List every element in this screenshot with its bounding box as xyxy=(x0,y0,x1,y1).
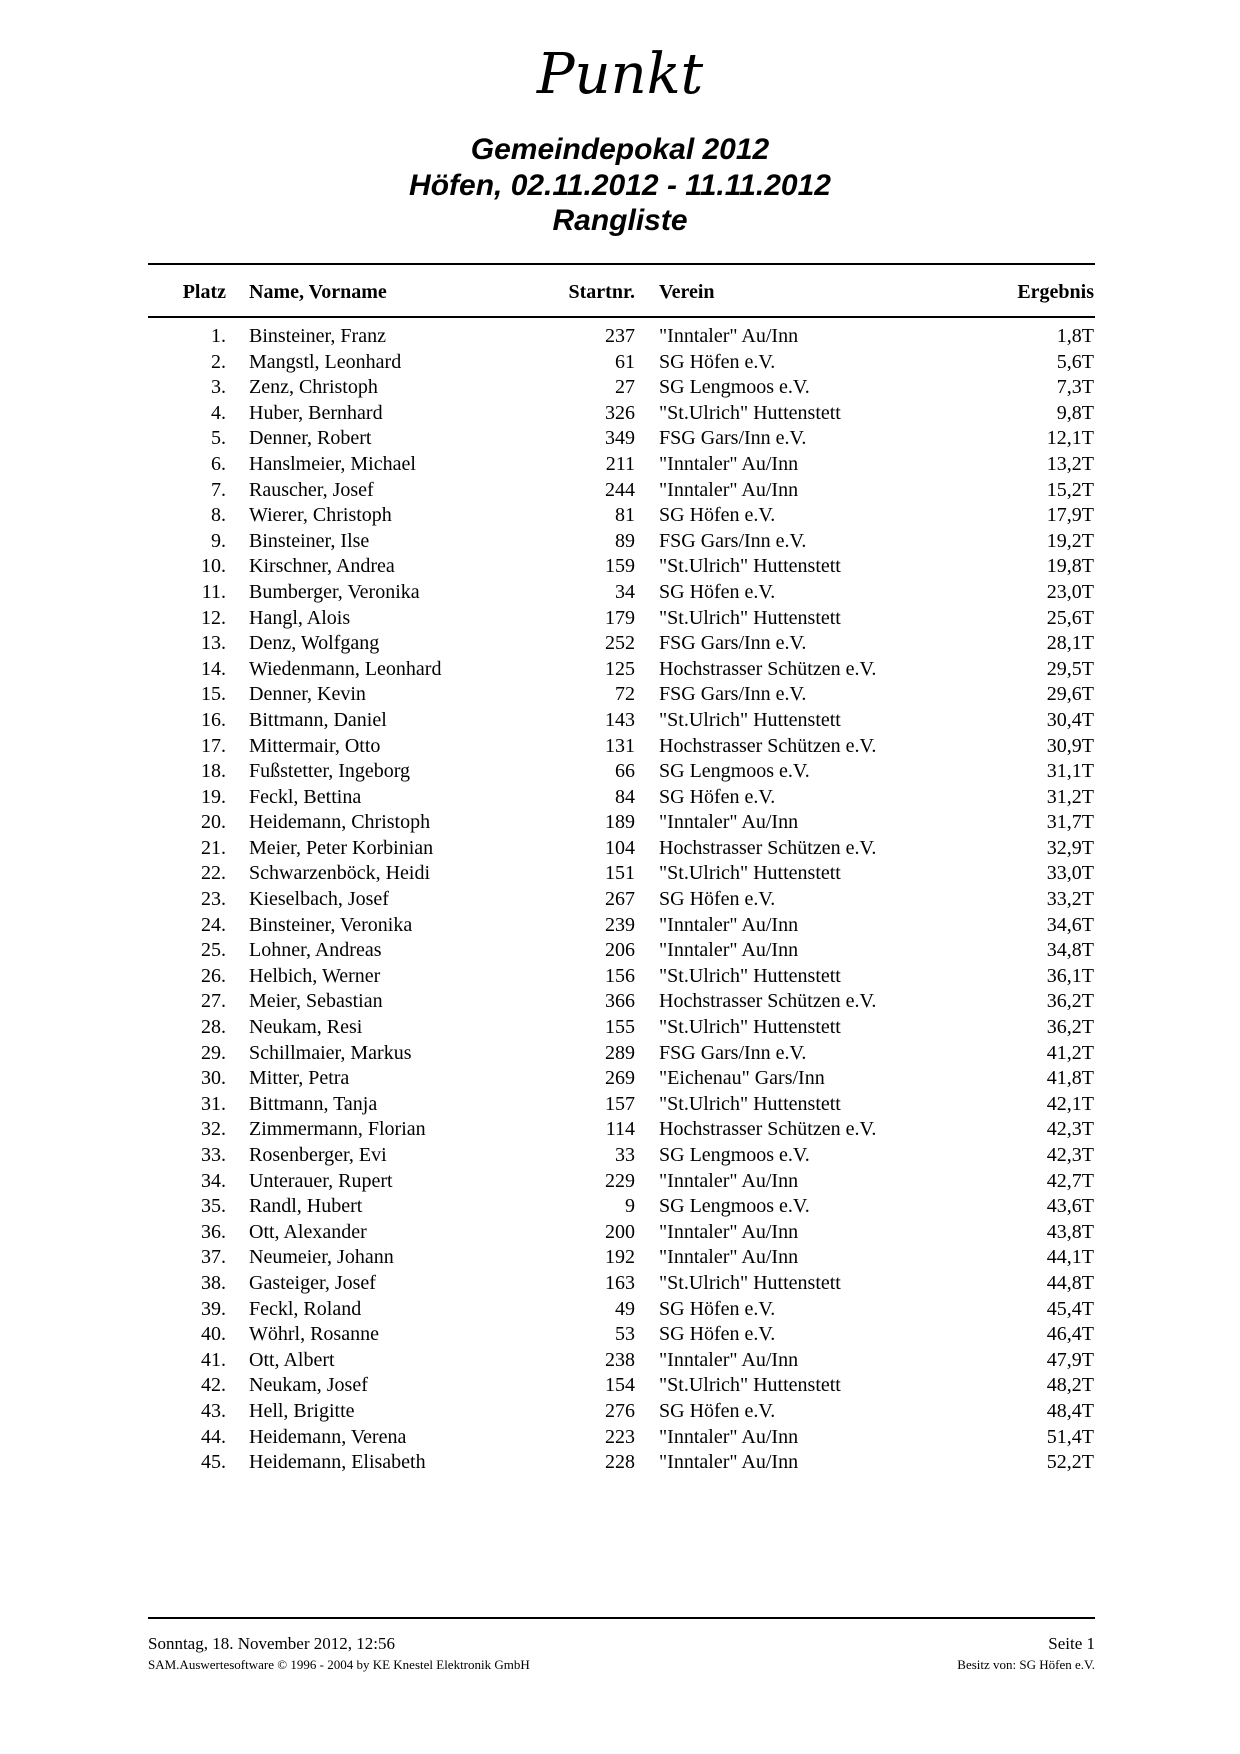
cell-name: Bittmann, Daniel xyxy=(249,708,387,731)
cell-verein: "St.Ulrich" Huttenstett xyxy=(659,1271,841,1294)
ranking-table-body xyxy=(0,324,1240,1476)
cell-ergebnis: 32,9T xyxy=(1046,836,1094,859)
cell-verein: "Inntaler" Au/Inn xyxy=(659,325,799,347)
table-row xyxy=(0,1143,1240,1169)
cell-startnr: 34 xyxy=(615,580,635,603)
cell-verein: "Inntaler" Au/Inn xyxy=(659,1169,799,1192)
cell-verein: FSG Gars/Inn e.V. xyxy=(659,529,807,552)
cell-ergebnis: 42,3T xyxy=(1046,1118,1094,1141)
cell-verein: SG Lengmoos e.V. xyxy=(659,376,810,399)
cell-name: Feckl, Bettina xyxy=(249,785,362,808)
cell-platz: 1. xyxy=(211,325,226,347)
cell-verein: "Inntaler" Au/Inn xyxy=(659,1348,799,1371)
cell-name: Denner, Robert xyxy=(249,427,372,450)
cell-platz: 41. xyxy=(201,1348,226,1371)
table-row xyxy=(0,708,1240,734)
cell-ergebnis: 9,8T xyxy=(1056,401,1094,424)
cell-name: Unterauer, Rupert xyxy=(249,1169,393,1192)
cell-name: Wierer, Christoph xyxy=(249,504,392,527)
cell-name: Schillmaier, Markus xyxy=(249,1041,412,1064)
table-row xyxy=(0,887,1240,913)
cell-startnr: 81 xyxy=(615,504,635,527)
cell-startnr: 289 xyxy=(605,1041,635,1064)
column-header-verein: Verein xyxy=(659,281,715,303)
table-header-rule xyxy=(148,316,1095,318)
cell-platz: 27. xyxy=(201,990,226,1013)
cell-verein: FSG Gars/Inn e.V. xyxy=(659,683,807,706)
table-row xyxy=(0,810,1240,836)
cell-ergebnis: 31,2T xyxy=(1046,785,1094,808)
table-row xyxy=(0,478,1240,504)
cell-name: Hanslmeier, Michael xyxy=(249,452,416,475)
cell-name: Kieselbach, Josef xyxy=(249,888,389,911)
cell-startnr: 151 xyxy=(605,862,635,885)
cell-name: Bumberger, Veronika xyxy=(249,580,420,603)
list-title: Rangliste xyxy=(552,204,688,237)
cell-platz: 25. xyxy=(201,939,226,962)
cell-platz: 24. xyxy=(201,913,226,936)
cell-platz: 42. xyxy=(201,1374,226,1397)
cell-startnr: 156 xyxy=(605,964,635,987)
cell-startnr: 155 xyxy=(605,1016,635,1039)
competition-title: Gemeindepokal 2012 xyxy=(470,133,770,166)
cell-platz: 3. xyxy=(211,376,226,399)
cell-ergebnis: 23,0T xyxy=(1046,580,1094,603)
cell-verein: Hochstrasser Schützen e.V. xyxy=(659,657,877,680)
footer-line-2 xyxy=(148,1656,1095,1674)
cell-name: Zimmermann, Florian xyxy=(249,1118,426,1141)
cell-verein: SG Höfen e.V. xyxy=(659,350,776,373)
cell-verein: "Inntaler" Au/Inn xyxy=(659,1246,799,1269)
table-row xyxy=(0,375,1240,401)
column-header-ergebnis: Ergebnis xyxy=(1017,281,1094,303)
owner-note: Besitz von: SG Höfen e.V. xyxy=(957,1657,1095,1672)
cell-verein: SG Lengmoos e.V. xyxy=(659,760,810,783)
cell-startnr: 267 xyxy=(605,888,635,911)
cell-ergebnis: 45,4T xyxy=(1046,1297,1094,1320)
cell-ergebnis: 31,1T xyxy=(1046,760,1094,783)
cell-startnr: 200 xyxy=(605,1220,635,1243)
cell-name: Wiedenmann, Leonhard xyxy=(249,657,442,680)
cell-verein: "Inntaler" Au/Inn xyxy=(659,811,799,834)
cell-ergebnis: 29,5T xyxy=(1046,657,1094,680)
cell-startnr: 33 xyxy=(615,1144,635,1166)
cell-platz: 21. xyxy=(201,836,226,859)
table-row xyxy=(0,1322,1240,1348)
cell-name: Neukam, Resi xyxy=(249,1016,363,1039)
table-row xyxy=(0,657,1240,683)
table-row xyxy=(0,861,1240,887)
cell-platz: 40. xyxy=(201,1323,226,1346)
cell-startnr: 84 xyxy=(615,785,635,808)
cell-ergebnis: 44,1T xyxy=(1046,1246,1094,1269)
cell-ergebnis: 19,8T xyxy=(1046,555,1094,578)
cell-startnr: 49 xyxy=(615,1297,635,1320)
cell-platz: 5. xyxy=(211,427,226,450)
cell-verein: "Inntaler" Au/Inn xyxy=(659,1425,799,1448)
cell-verein: Hochstrasser Schützen e.V. xyxy=(659,1118,877,1141)
cell-startnr: 192 xyxy=(605,1246,635,1269)
cell-verein: "St.Ulrich" Huttenstett xyxy=(659,555,841,578)
cell-verein: "St.Ulrich" Huttenstett xyxy=(659,862,841,885)
cell-startnr: 229 xyxy=(605,1169,635,1192)
cell-startnr: 211 xyxy=(605,452,635,475)
cell-name: Randl, Hubert xyxy=(249,1195,363,1218)
cell-verein: Hochstrasser Schützen e.V. xyxy=(659,990,877,1013)
cell-platz: 15. xyxy=(201,683,226,706)
page-number: Seite 1 xyxy=(1048,1634,1095,1653)
cell-platz: 34. xyxy=(201,1169,226,1192)
cell-ergebnis: 15,2T xyxy=(1046,478,1094,501)
cell-ergebnis: 43,8T xyxy=(1046,1220,1094,1243)
cell-startnr: 125 xyxy=(605,657,635,680)
table-row xyxy=(0,1066,1240,1092)
table-row xyxy=(0,606,1240,632)
cell-name: Hell, Brigitte xyxy=(249,1399,355,1422)
cell-startnr: 143 xyxy=(605,708,635,731)
cell-verein: "St.Ulrich" Huttenstett xyxy=(659,606,841,629)
cell-name: Helbich, Werner xyxy=(249,964,381,987)
table-row xyxy=(0,1373,1240,1399)
cell-platz: 23. xyxy=(201,888,226,911)
table-row xyxy=(0,1297,1240,1323)
cell-platz: 22. xyxy=(201,862,226,885)
cell-ergebnis: 30,4T xyxy=(1046,708,1094,731)
cell-name: Denz, Wolfgang xyxy=(249,632,380,655)
table-row xyxy=(0,1092,1240,1118)
table-row xyxy=(0,426,1240,452)
cell-name: Heidemann, Verena xyxy=(249,1425,407,1448)
cell-verein: Hochstrasser Schützen e.V. xyxy=(659,734,877,757)
cell-platz: 18. xyxy=(201,760,226,783)
cell-name: Neumeier, Johann xyxy=(249,1246,394,1269)
table-row xyxy=(0,759,1240,785)
cell-name: Heidemann, Christoph xyxy=(249,811,431,834)
cell-startnr: 131 xyxy=(605,734,635,757)
cell-verein: "St.Ulrich" Huttenstett xyxy=(659,401,841,424)
cell-ergebnis: 36,1T xyxy=(1046,964,1094,987)
cell-name: Binsteiner, Veronika xyxy=(249,913,413,936)
cell-verein: SG Lengmoos e.V. xyxy=(659,1195,810,1218)
cell-platz: 28. xyxy=(201,1016,226,1039)
cell-name: Mittermair, Otto xyxy=(249,734,381,757)
table-row xyxy=(0,1425,1240,1451)
cell-verein: "St.Ulrich" Huttenstett xyxy=(659,1374,841,1397)
cell-startnr: 61 xyxy=(615,350,635,373)
cell-platz: 38. xyxy=(201,1271,226,1294)
cell-ergebnis: 19,2T xyxy=(1046,529,1094,552)
cell-ergebnis: 34,6T xyxy=(1046,913,1094,936)
cell-platz: 8. xyxy=(211,504,226,527)
cell-platz: 45. xyxy=(201,1451,226,1474)
table-row xyxy=(0,1169,1240,1195)
table-row xyxy=(0,452,1240,478)
cell-ergebnis: 12,1T xyxy=(1046,427,1094,450)
footer-rule xyxy=(148,1617,1095,1619)
cell-ergebnis: 41,8T xyxy=(1046,1067,1094,1090)
table-row xyxy=(0,964,1240,990)
cell-platz: 2. xyxy=(211,350,226,373)
cell-ergebnis: 36,2T xyxy=(1046,990,1094,1013)
cell-startnr: 349 xyxy=(605,427,635,450)
cell-name: Neukam, Josef xyxy=(249,1374,368,1397)
cell-ergebnis: 48,4T xyxy=(1046,1399,1094,1422)
software-credit: SAM.Auswertesoftware © 1996 - 2004 by KE Knestel Elektronik GmbH xyxy=(148,1657,530,1672)
cell-platz: 36. xyxy=(201,1220,226,1243)
cell-verein: "St.Ulrich" Huttenstett xyxy=(659,964,841,987)
cell-ergebnis: 33,2T xyxy=(1046,888,1094,911)
cell-startnr: 27 xyxy=(615,376,635,399)
cell-platz: 33. xyxy=(201,1144,226,1166)
cell-ergebnis: 48,2T xyxy=(1046,1374,1094,1397)
table-row xyxy=(0,682,1240,708)
cell-platz: 12. xyxy=(201,606,226,629)
cell-startnr: 244 xyxy=(605,478,635,501)
cell-verein: SG Höfen e.V. xyxy=(659,1323,776,1346)
cell-verein: "Inntaler" Au/Inn xyxy=(659,939,799,962)
print-date: Sonntag, 18. November 2012, 12:56 xyxy=(148,1634,395,1653)
cell-name: Rauscher, Josef xyxy=(249,478,374,501)
cell-ergebnis: 46,4T xyxy=(1046,1323,1094,1346)
cell-name: Wöhrl, Rosanne xyxy=(249,1323,379,1346)
table-row xyxy=(0,1399,1240,1425)
table-row xyxy=(0,1015,1240,1041)
cell-name: Heidemann, Elisabeth xyxy=(249,1451,426,1474)
cell-startnr: 179 xyxy=(605,606,635,629)
cell-startnr: 89 xyxy=(615,529,635,552)
cell-startnr: 66 xyxy=(615,760,635,783)
cell-verein: SG Höfen e.V. xyxy=(659,785,776,808)
cell-platz: 30. xyxy=(201,1067,226,1090)
cell-platz: 37. xyxy=(201,1246,226,1269)
table-row xyxy=(0,785,1240,811)
cell-startnr: 326 xyxy=(605,401,635,424)
cell-ergebnis: 33,0T xyxy=(1046,862,1094,885)
cell-name: Mangstl, Leonhard xyxy=(249,350,402,373)
table-row xyxy=(0,938,1240,964)
cell-name: Hangl, Alois xyxy=(249,606,351,629)
table-row xyxy=(0,1245,1240,1271)
cell-startnr: 53 xyxy=(615,1323,635,1346)
cell-startnr: 239 xyxy=(605,913,635,936)
footer-line-1 xyxy=(148,1633,1095,1655)
table-row xyxy=(0,324,1240,350)
cell-startnr: 114 xyxy=(605,1118,635,1141)
cell-ergebnis: 30,9T xyxy=(1046,734,1094,757)
cell-platz: 16. xyxy=(201,708,226,731)
cell-ergebnis: 34,8T xyxy=(1046,939,1094,962)
cell-name: Binsteiner, Ilse xyxy=(249,529,370,552)
cell-ergebnis: 13,2T xyxy=(1046,452,1094,475)
cell-verein: "St.Ulrich" Huttenstett xyxy=(659,1092,841,1115)
cell-startnr: 159 xyxy=(605,555,635,578)
cell-platz: 32. xyxy=(201,1118,226,1141)
table-row xyxy=(0,529,1240,555)
location-date-range: Höfen, 02.11.2012 - 11.11.2012 xyxy=(409,169,831,202)
cell-platz: 17. xyxy=(201,734,226,757)
cell-name: Meier, Peter Korbinian xyxy=(249,836,434,859)
cell-startnr: 154 xyxy=(605,1374,635,1397)
table-row xyxy=(0,503,1240,529)
cell-name: Ott, Albert xyxy=(249,1348,335,1371)
cell-verein: SG Höfen e.V. xyxy=(659,580,776,603)
cell-platz: 7. xyxy=(211,478,226,501)
cell-platz: 35. xyxy=(201,1195,226,1218)
cell-platz: 19. xyxy=(201,785,226,808)
cell-platz: 43. xyxy=(201,1399,226,1422)
cell-ergebnis: 42,1T xyxy=(1046,1092,1094,1115)
table-row xyxy=(0,401,1240,427)
table-row xyxy=(0,1450,1240,1476)
cell-verein: SG Höfen e.V. xyxy=(659,1297,776,1320)
cell-name: Zenz, Christoph xyxy=(249,376,378,399)
table-row xyxy=(0,989,1240,1015)
cell-startnr: 157 xyxy=(605,1092,635,1115)
cell-name: Lohner, Andreas xyxy=(249,939,382,962)
cell-verein: SG Lengmoos e.V. xyxy=(659,1144,810,1166)
cell-ergebnis: 5,6T xyxy=(1056,350,1094,373)
cell-startnr: 104 xyxy=(605,836,635,859)
table-row xyxy=(0,734,1240,760)
cell-name: Gasteiger, Josef xyxy=(249,1271,376,1294)
cell-startnr: 252 xyxy=(605,632,635,655)
cell-verein: SG Höfen e.V. xyxy=(659,504,776,527)
cell-verein: SG Höfen e.V. xyxy=(659,1399,776,1422)
cell-verein: Hochstrasser Schützen e.V. xyxy=(659,836,877,859)
cell-ergebnis: 47,9T xyxy=(1046,1348,1094,1371)
cell-name: Rosenberger, Evi xyxy=(249,1144,387,1166)
table-row xyxy=(0,1348,1240,1374)
cell-ergebnis: 44,8T xyxy=(1046,1271,1094,1294)
cell-platz: 13. xyxy=(201,632,226,655)
cell-ergebnis: 17,9T xyxy=(1046,504,1094,527)
cell-ergebnis: 42,7T xyxy=(1046,1169,1094,1192)
cell-verein: "St.Ulrich" Huttenstett xyxy=(659,708,841,731)
cell-verein: SG Höfen e.V. xyxy=(659,888,776,911)
table-header-row xyxy=(0,277,1240,307)
cell-verein: "Inntaler" Au/Inn xyxy=(659,452,799,475)
cell-ergebnis: 43,6T xyxy=(1046,1195,1094,1218)
table-row xyxy=(0,1194,1240,1220)
punkt-heading: Punkt xyxy=(536,42,704,107)
table-row xyxy=(0,350,1240,376)
cell-platz: 9. xyxy=(211,529,226,552)
cell-startnr: 9 xyxy=(625,1195,635,1218)
cell-name: Ott, Alexander xyxy=(249,1220,367,1243)
cell-verein: "Inntaler" Au/Inn xyxy=(659,913,799,936)
cell-startnr: 223 xyxy=(605,1425,635,1448)
cell-ergebnis: 7,3T xyxy=(1056,376,1094,399)
cell-platz: 20. xyxy=(201,811,226,834)
column-header-startnr: Startnr. xyxy=(568,281,635,303)
table-row xyxy=(0,580,1240,606)
cell-name: Huber, Bernhard xyxy=(249,401,383,424)
cell-verein: "Inntaler" Au/Inn xyxy=(659,478,799,501)
cell-ergebnis: 28,1T xyxy=(1046,632,1094,655)
cell-verein: FSG Gars/Inn e.V. xyxy=(659,632,807,655)
cell-verein: "St.Ulrich" Huttenstett xyxy=(659,1016,841,1039)
cell-ergebnis: 41,2T xyxy=(1046,1041,1094,1064)
cell-platz: 26. xyxy=(201,964,226,987)
cell-platz: 31. xyxy=(201,1092,226,1115)
cell-verein: FSG Gars/Inn e.V. xyxy=(659,427,807,450)
cell-ergebnis: 25,6T xyxy=(1046,606,1094,629)
cell-startnr: 276 xyxy=(605,1399,635,1422)
cell-platz: 11. xyxy=(201,580,226,603)
cell-name: Mitter, Petra xyxy=(249,1067,350,1090)
column-header-platz: Platz xyxy=(182,281,226,303)
cell-platz: 6. xyxy=(211,452,226,475)
cell-ergebnis: 52,2T xyxy=(1046,1451,1094,1474)
cell-ergebnis: 36,2T xyxy=(1046,1016,1094,1039)
table-row xyxy=(0,1220,1240,1246)
column-header-name: Name, Vorname xyxy=(249,281,387,303)
cell-name: Kirschner, Andrea xyxy=(249,555,395,578)
cell-startnr: 72 xyxy=(615,683,635,706)
cell-ergebnis: 31,7T xyxy=(1046,811,1094,834)
cell-startnr: 189 xyxy=(605,811,635,834)
cell-name: Fußstetter, Ingeborg xyxy=(249,760,411,783)
cell-startnr: 163 xyxy=(605,1271,635,1294)
cell-platz: 10. xyxy=(201,555,226,578)
cell-name: Binsteiner, Franz xyxy=(249,325,386,347)
table-top-rule xyxy=(148,263,1095,265)
cell-verein: FSG Gars/Inn e.V. xyxy=(659,1041,807,1064)
table-row xyxy=(0,836,1240,862)
table-row xyxy=(0,913,1240,939)
cell-startnr: 238 xyxy=(605,1348,635,1371)
cell-ergebnis: 29,6T xyxy=(1046,683,1094,706)
cell-name: Bittmann, Tanja xyxy=(249,1092,378,1115)
cell-startnr: 206 xyxy=(605,939,635,962)
cell-platz: 4. xyxy=(211,401,226,424)
cell-startnr: 366 xyxy=(605,990,635,1013)
table-row xyxy=(0,1271,1240,1297)
cell-name: Feckl, Roland xyxy=(249,1297,362,1320)
cell-platz: 29. xyxy=(201,1041,226,1064)
cell-name: Schwarzenböck, Heidi xyxy=(249,862,431,885)
table-row xyxy=(0,1117,1240,1143)
cell-name: Denner, Kevin xyxy=(249,683,366,706)
cell-name: Meier, Sebastian xyxy=(249,990,383,1013)
cell-startnr: 228 xyxy=(605,1451,635,1474)
cell-ergebnis: 1,8T xyxy=(1056,325,1094,347)
cell-platz: 14. xyxy=(201,657,226,680)
cell-platz: 39. xyxy=(201,1297,226,1320)
cell-platz: 44. xyxy=(201,1425,226,1448)
cell-verein: "Inntaler" Au/Inn xyxy=(659,1220,799,1243)
cell-ergebnis: 42,3T xyxy=(1046,1144,1094,1166)
cell-startnr: 237 xyxy=(605,325,635,347)
table-row xyxy=(0,1041,1240,1067)
table-row xyxy=(0,554,1240,580)
table-row xyxy=(0,631,1240,657)
cell-ergebnis: 51,4T xyxy=(1046,1425,1094,1448)
cell-verein: "Eichenau" Gars/Inn xyxy=(659,1067,825,1090)
cell-verein: "Inntaler" Au/Inn xyxy=(659,1451,799,1474)
cell-startnr: 269 xyxy=(605,1067,635,1090)
